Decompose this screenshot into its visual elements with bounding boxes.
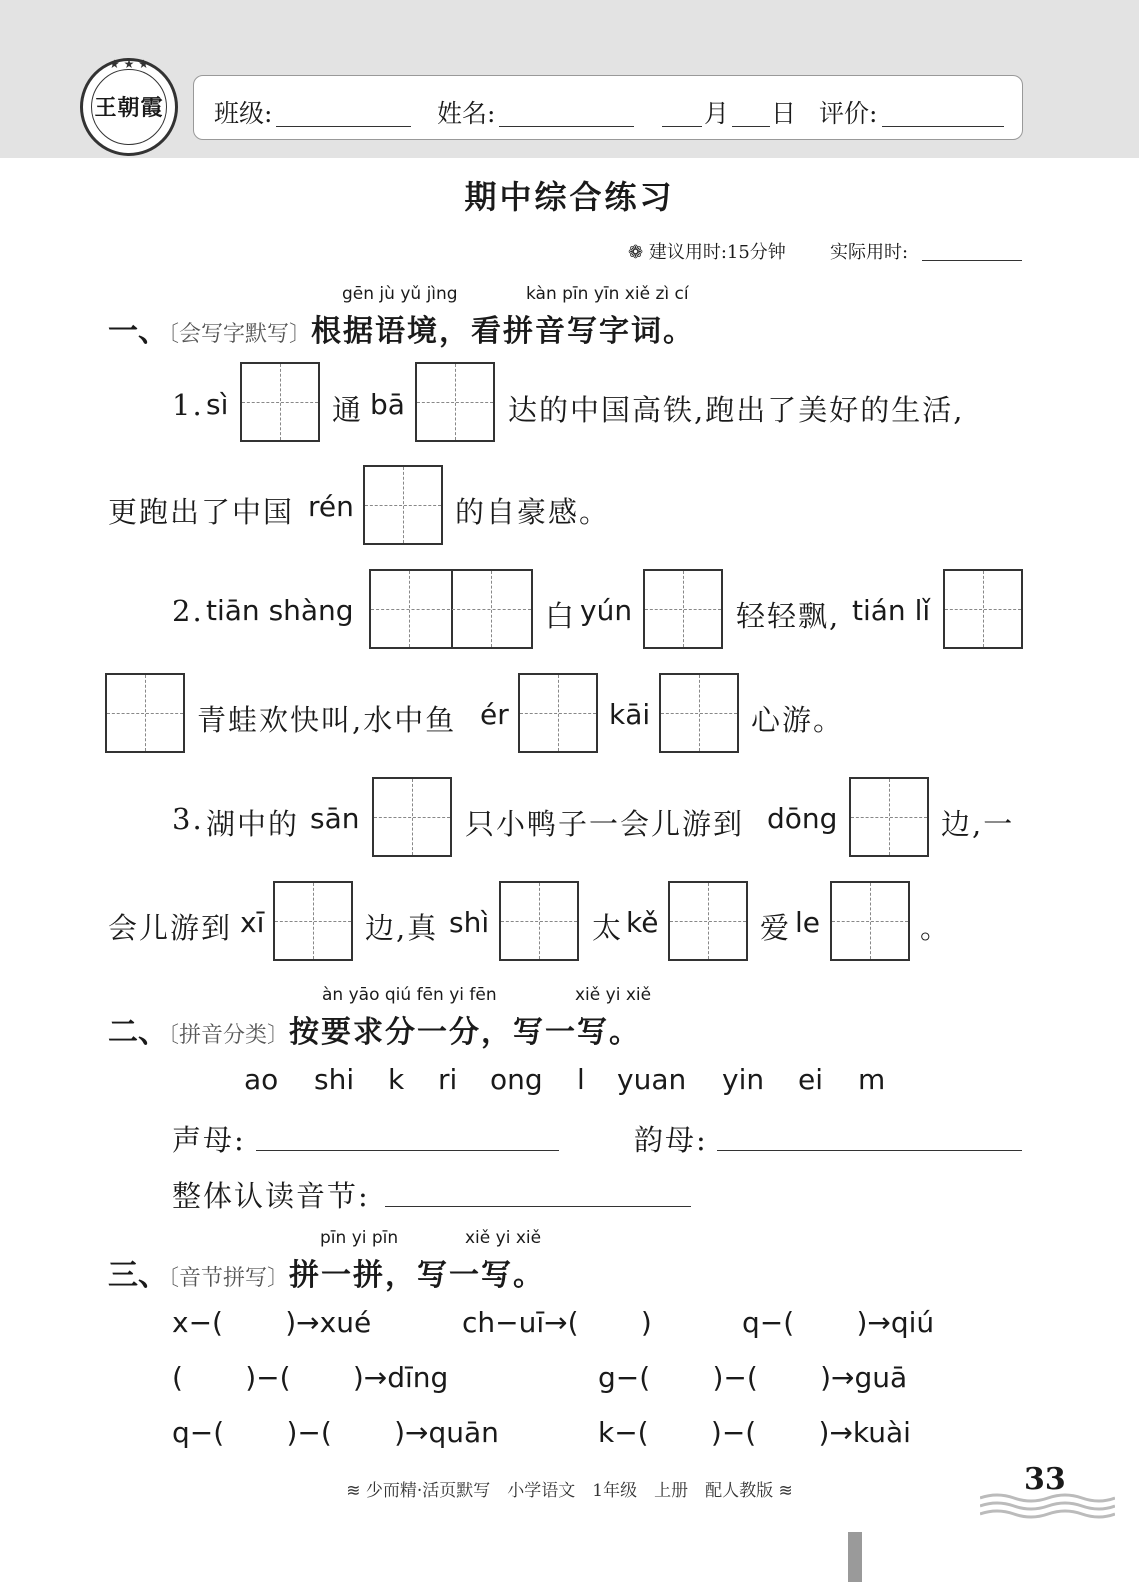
q2-pinyin-yun: yún <box>580 594 633 627</box>
q2-pinyin-kai: kāi <box>609 698 651 731</box>
page-number: 33 <box>1024 1462 1066 1497</box>
q3-pinyin-shi: shì <box>449 906 490 939</box>
q1-pinyin-ba: bā <box>370 388 405 421</box>
q1-number: 1. <box>172 388 204 422</box>
syllable-exercise[interactable]: g−( )−( )→guā <box>598 1361 908 1394</box>
writing-box[interactable] <box>849 777 929 857</box>
q1-text: 通 <box>332 393 364 427</box>
publisher-seal: ★ ★ ★ 王朝霞 <box>80 58 178 156</box>
pinyin-letter: l <box>577 1063 585 1096</box>
suggested-time: ❁ 建议用时:15分钟 <box>628 242 786 263</box>
writing-box[interactable] <box>518 673 598 753</box>
syllable-exercise[interactable]: k−( )−( )→kuài <box>598 1416 911 1449</box>
writing-box[interactable] <box>105 673 185 753</box>
writing-box[interactable] <box>415 362 495 442</box>
pinyin-letter: ri <box>438 1063 458 1096</box>
class-label: 班级: <box>214 99 273 128</box>
writing-box[interactable] <box>363 465 443 545</box>
initials-label: 声母: <box>172 1123 246 1157</box>
q3-pinyin-le: le <box>795 906 821 939</box>
section1-pinyin-a: gēn jù yǔ jìng <box>342 284 458 304</box>
eval-label: 评价: <box>819 99 878 128</box>
q2-number: 2. <box>172 594 204 628</box>
pinyin-letter: ao <box>244 1063 279 1096</box>
q3-text: 边,真 <box>365 911 439 945</box>
writing-box-double[interactable] <box>369 569 533 649</box>
pinyin-letter: m <box>858 1063 886 1096</box>
pinyin-letter: ong <box>490 1063 543 1096</box>
syllable-exercise[interactable]: ch−uī→( ) <box>462 1306 652 1339</box>
syllable-exercise[interactable]: q−( )→qiú <box>742 1306 935 1339</box>
q3-text: 会儿游到 <box>108 911 233 945</box>
q2-text: 青蛙欢快叫,水中鱼 <box>197 703 457 737</box>
q3-text: 爱 <box>760 911 792 945</box>
q3-pinyin-xi: xī <box>240 906 265 939</box>
pinyin-letter: ei <box>798 1063 824 1096</box>
writing-box[interactable] <box>499 881 579 961</box>
q3-text: 湖中的 <box>206 807 300 841</box>
q2-text: 白 <box>545 599 577 633</box>
actual-time-label: 实际用时: <box>830 242 909 263</box>
syllable-exercise[interactable]: x−( )→xué <box>172 1306 372 1339</box>
writing-box[interactable] <box>643 569 723 649</box>
section2-pinyin-b: xiě yi xiě <box>575 985 652 1005</box>
writing-box[interactable] <box>659 673 739 753</box>
writing-box[interactable] <box>273 881 353 961</box>
q1-pinyin-ren: rén <box>308 490 354 523</box>
footer-text: ≋ 少而精·活页默写 小学语文 1年级 上册 配人教版 ≋ <box>346 1481 793 1501</box>
q2-text: 心游。 <box>751 703 845 737</box>
section1-pinyin-b: kàn pīn yīn xiě zì cí <box>526 284 689 304</box>
pinyin-letter: shi <box>314 1063 355 1096</box>
q2-text: 轻轻飘, <box>736 599 841 633</box>
writing-box[interactable] <box>943 569 1023 649</box>
whole-syllable-label: 整体认读音节: <box>172 1179 370 1213</box>
q3-number: 3. <box>172 802 204 836</box>
name-field[interactable] <box>499 126 634 127</box>
day-label: 日 <box>771 99 797 128</box>
writing-box[interactable] <box>830 881 910 961</box>
pinyin-letter: yuan <box>617 1063 687 1096</box>
q2-pinyin-tianli: tián lǐ <box>852 594 931 627</box>
q1-text: 更跑出了中国 <box>108 495 295 529</box>
class-field[interactable] <box>276 126 411 127</box>
month-label: 月 <box>704 99 730 128</box>
q1-text: 的自豪感。 <box>455 495 611 529</box>
q3-pinyin-san: sān <box>310 802 360 835</box>
syllable-exercise[interactable]: ( )−( )→dīng <box>172 1361 449 1394</box>
actual-time-field[interactable] <box>922 260 1022 261</box>
name-label: 姓名: <box>437 99 496 128</box>
pinyin-letter: yin <box>722 1063 765 1096</box>
q1-pinyin-si: sì <box>206 388 229 421</box>
eval-field[interactable] <box>882 126 1004 127</box>
section1-heading: 一、〔会写字默写〕根据语境，看拼音写字词。 <box>108 314 696 349</box>
section2-pinyin-a: àn yāo qiú fēn yi fēn <box>322 985 497 1005</box>
q2-pinyin-tianshang: tiān shàng <box>206 594 354 627</box>
student-info-box <box>193 75 1023 140</box>
day-field[interactable] <box>732 126 770 127</box>
q3-text: 只小鸭子一会儿游到 <box>465 807 745 841</box>
syllable-exercise[interactable]: q−( )−( )→quān <box>172 1416 499 1449</box>
section3-pinyin-a: pīn yi pīn <box>320 1228 399 1248</box>
q3-text: 。 <box>920 911 952 945</box>
whole-syllable-answer-line[interactable] <box>385 1206 691 1207</box>
q3-text: 边,一 <box>941 807 1015 841</box>
writing-box[interactable] <box>240 362 320 442</box>
q2-pinyin-er: ér <box>480 698 509 731</box>
month-field[interactable] <box>662 126 702 127</box>
seal-logo-text: 王朝霞 <box>94 95 164 121</box>
pinyin-letter: k <box>388 1063 405 1096</box>
finals-label: 韵母: <box>634 1123 708 1157</box>
q1-text: 达的中国高铁,跑出了美好的生活, <box>508 393 965 427</box>
section2-heading: 二、〔拼音分类〕按要求分一分，写一写。 <box>108 1015 642 1050</box>
writing-box[interactable] <box>668 881 748 961</box>
scroll-marker <box>848 1532 862 1582</box>
clock-icon: ❁ <box>628 242 644 263</box>
initials-answer-line[interactable] <box>256 1150 559 1151</box>
section3-pinyin-b: xiě yi xiě <box>465 1228 542 1248</box>
page-title: 期中综合练习 <box>464 178 675 216</box>
section3-heading: 三、〔音节拼写〕拼一拼，写一写。 <box>108 1258 546 1293</box>
q3-text: 太 <box>592 911 624 945</box>
q3-pinyin-dong: dōng <box>767 802 838 835</box>
finals-answer-line[interactable] <box>717 1150 1022 1151</box>
q3-pinyin-ke: kě <box>626 906 659 939</box>
writing-box[interactable] <box>372 777 452 857</box>
